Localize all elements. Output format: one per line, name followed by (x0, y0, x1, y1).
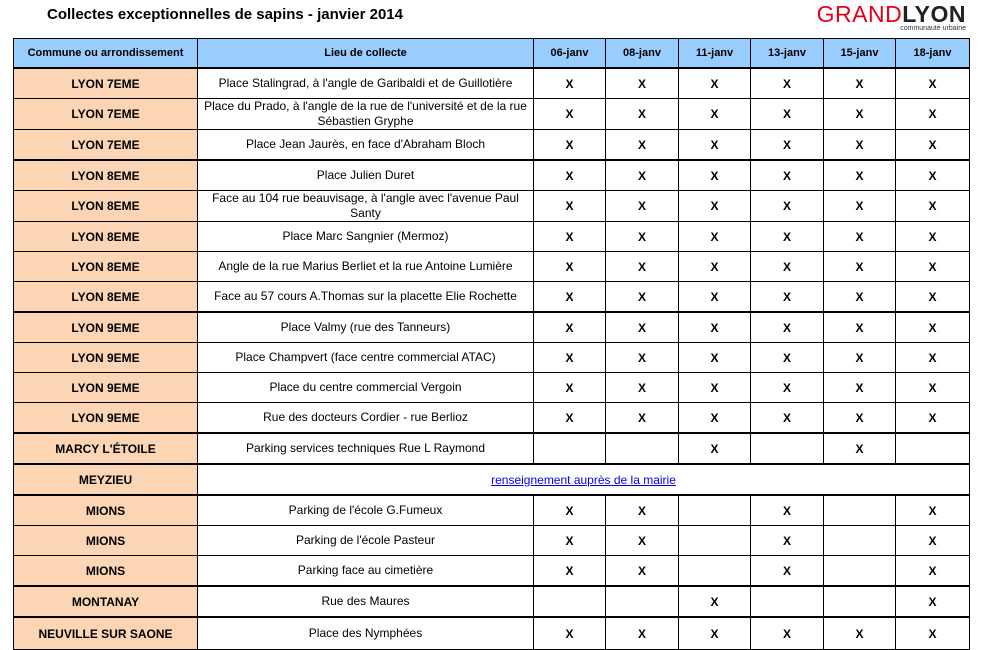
mark-cell: X (606, 191, 679, 222)
lieu-cell: Place Marc Sangnier (Mermoz) (198, 222, 534, 252)
mark-cell: X (606, 222, 679, 252)
mark-cell (679, 526, 751, 556)
mark-cell: X (751, 282, 824, 313)
mark-cell: X (606, 495, 679, 526)
commune-cell: LYON 9EME (14, 312, 198, 343)
collection-table (13, 38, 970, 650)
table-row (14, 160, 970, 191)
mark-cell (824, 586, 896, 617)
mark-cell: X (534, 252, 606, 282)
mark-cell: X (896, 556, 970, 587)
lieu-cell: Place Valmy (rue des Tanneurs) (198, 312, 534, 343)
lieu-cell: Place des Nymphées (198, 617, 534, 650)
mark-cell (534, 433, 606, 464)
mark-cell: X (896, 495, 970, 526)
lieu-cell: Place Julien Duret (198, 160, 534, 191)
mark-cell: X (751, 373, 824, 403)
commune-cell: LYON 8EME (14, 191, 198, 222)
mark-cell: X (824, 68, 896, 99)
table-row (14, 282, 970, 313)
logo-grand-text: GRAND (816, 1, 903, 27)
commune-cell: LYON 9EME (14, 373, 198, 403)
mark-cell: X (679, 343, 751, 373)
lieu-cell: Rue des docteurs Cordier - rue Berlioz (198, 403, 534, 434)
mark-cell: X (534, 222, 606, 252)
mark-cell: X (679, 160, 751, 191)
commune-cell: LYON 7EME (14, 68, 198, 99)
mark-cell (824, 495, 896, 526)
mark-cell: X (534, 99, 606, 130)
lieu-cell: Parking de l'école Pasteur (198, 526, 534, 556)
header-commune: Commune ou arrondissement (14, 39, 198, 69)
mark-cell: X (896, 191, 970, 222)
commune-cell: LYON 8EME (14, 282, 198, 313)
mark-cell: X (751, 495, 824, 526)
commune-cell: LYON 8EME (14, 222, 198, 252)
mark-cell (896, 433, 970, 464)
header-date-15: 15-janv (824, 39, 896, 69)
mark-cell: X (679, 373, 751, 403)
mark-cell: X (896, 343, 970, 373)
mark-cell: X (606, 617, 679, 650)
mark-cell: X (824, 343, 896, 373)
mark-cell (606, 586, 679, 617)
commune-cell: MIONS (14, 495, 198, 526)
mark-cell: X (751, 312, 824, 343)
mark-cell: X (679, 586, 751, 617)
logo-subtitle: communauté urbaine (900, 25, 966, 32)
mark-cell: X (606, 160, 679, 191)
mark-cell: X (679, 130, 751, 161)
mark-cell (824, 526, 896, 556)
mark-cell: X (896, 99, 970, 130)
commune-cell: NEUVILLE SUR SAONE (14, 617, 198, 650)
header-date-13: 13-janv (751, 39, 824, 69)
mark-cell: X (896, 222, 970, 252)
mark-cell: X (606, 343, 679, 373)
mark-cell: X (679, 99, 751, 130)
commune-cell: MARCY L'ÉTOILE (14, 433, 198, 464)
mark-cell: X (896, 68, 970, 99)
mark-cell: X (679, 191, 751, 222)
mark-cell: X (896, 312, 970, 343)
mark-cell: X (751, 130, 824, 161)
table-row (14, 312, 970, 343)
table-row (14, 526, 970, 556)
mark-cell: X (751, 160, 824, 191)
mark-cell: X (534, 68, 606, 99)
mark-cell: X (896, 526, 970, 556)
lieu-cell: Place Champvert (face centre commercial ATAC) (198, 343, 534, 373)
commune-cell: LYON 7EME (14, 99, 198, 130)
lieu-cell: Rue des Maures (198, 586, 534, 617)
mark-cell: X (824, 433, 896, 464)
mark-cell: X (824, 222, 896, 252)
mark-cell: X (751, 252, 824, 282)
mark-cell: X (606, 130, 679, 161)
mark-cell: X (534, 556, 606, 587)
mark-cell: X (751, 556, 824, 587)
mark-cell: X (679, 403, 751, 434)
mark-cell: X (606, 556, 679, 587)
mark-cell: X (679, 282, 751, 313)
mark-cell: X (679, 617, 751, 650)
mark-cell: X (606, 252, 679, 282)
mark-cell: X (751, 526, 824, 556)
commune-cell: MEYZIEU (14, 464, 198, 495)
mark-cell: X (824, 130, 896, 161)
mark-cell (751, 586, 824, 617)
table-row (14, 495, 970, 526)
header-date-08: 08-janv (606, 39, 679, 69)
mark-cell: X (751, 403, 824, 434)
mark-cell: X (896, 403, 970, 434)
mark-cell: X (824, 282, 896, 313)
commune-cell: LYON 7EME (14, 130, 198, 161)
header-row (14, 39, 970, 69)
lieu-cell: Angle de la rue Marius Berliet et la rue Antoine Lumière (198, 252, 534, 282)
document-title: Collectes exceptionnelles de sapins - janvier 2014 (47, 6, 403, 23)
mark-cell: X (751, 222, 824, 252)
mark-cell: X (534, 617, 606, 650)
mark-cell: X (534, 495, 606, 526)
mark-cell: X (606, 403, 679, 434)
mark-cell: X (824, 160, 896, 191)
table-row (14, 222, 970, 252)
grandlyon-logo (817, 2, 966, 32)
mark-cell (534, 586, 606, 617)
header-date-11: 11-janv (679, 39, 751, 69)
mark-cell: X (679, 252, 751, 282)
table-row (14, 130, 970, 161)
lieu-cell: Place du centre commercial Vergoin (198, 373, 534, 403)
commune-cell: LYON 8EME (14, 252, 198, 282)
table-row (14, 343, 970, 373)
commune-cell: LYON 9EME (14, 403, 198, 434)
lieu-cell: Parking face au cimetière (198, 556, 534, 587)
commune-cell: LYON 8EME (14, 160, 198, 191)
mark-cell: X (824, 617, 896, 650)
mark-cell: X (606, 373, 679, 403)
table-row (14, 556, 970, 587)
table-row (14, 68, 970, 99)
mark-cell (751, 433, 824, 464)
mark-cell: X (824, 252, 896, 282)
lieu-cell: Place Stalingrad, à l'angle de Garibaldi et de Guillotière (198, 68, 534, 99)
lieu-cell: Face au 104 rue beauvisage, à l'angle avec l'avenue Paul Santy (198, 191, 534, 222)
mark-cell: X (824, 99, 896, 130)
table-row (14, 617, 970, 650)
mark-cell: X (679, 433, 751, 464)
mark-cell: X (896, 130, 970, 161)
lieu-cell: Place du Prado, à l'angle de la rue de l'université et de la rue Sébastien Gryphe (198, 99, 534, 130)
table-row (14, 99, 970, 130)
mark-cell: X (534, 403, 606, 434)
mark-cell (679, 495, 751, 526)
commune-cell: MIONS (14, 526, 198, 556)
mark-cell: X (824, 312, 896, 343)
mark-cell: X (534, 373, 606, 403)
mark-cell: X (751, 99, 824, 130)
mark-cell: X (824, 373, 896, 403)
table-row (14, 403, 970, 434)
mark-cell: X (751, 617, 824, 650)
mark-cell: X (824, 191, 896, 222)
mark-cell: X (534, 191, 606, 222)
commune-cell: LYON 9EME (14, 343, 198, 373)
mark-cell: X (534, 282, 606, 313)
table-row (14, 252, 970, 282)
mark-cell: X (751, 343, 824, 373)
table-row (14, 191, 970, 222)
mark-cell: X (606, 526, 679, 556)
mark-cell: X (679, 312, 751, 343)
mark-cell (679, 556, 751, 587)
mark-cell (824, 556, 896, 587)
table-row (14, 464, 970, 495)
mark-cell: X (606, 282, 679, 313)
mark-cell: X (534, 130, 606, 161)
mairie-info-link[interactable]: renseignement auprès de la mairie (198, 464, 970, 495)
commune-cell: MIONS (14, 556, 198, 587)
lieu-cell: Parking de l'école G.Fumeux (198, 495, 534, 526)
logo-lyon-text: LYON (902, 1, 966, 27)
mark-cell: X (896, 252, 970, 282)
commune-cell: MONTANAY (14, 586, 198, 617)
mark-cell: X (534, 312, 606, 343)
table-row (14, 373, 970, 403)
mark-cell: X (606, 68, 679, 99)
mark-cell: X (751, 191, 824, 222)
table-row (14, 586, 970, 617)
mark-cell: X (896, 617, 970, 650)
lieu-cell: Parking services techniques Rue L Raymond (198, 433, 534, 464)
mark-cell: X (606, 99, 679, 130)
header-date-06: 06-janv (534, 39, 606, 69)
lieu-cell: Place Jean Jaurès, en face d'Abraham Bloch (198, 130, 534, 161)
header-lieu: Lieu de collecte (198, 39, 534, 69)
mark-cell (606, 433, 679, 464)
mark-cell: X (534, 526, 606, 556)
mark-cell: X (751, 68, 824, 99)
header-date-18: 18-janv (896, 39, 970, 69)
mark-cell: X (824, 403, 896, 434)
mark-cell: X (534, 160, 606, 191)
mark-cell: X (896, 586, 970, 617)
mark-cell: X (534, 343, 606, 373)
mark-cell: X (896, 160, 970, 191)
table-row (14, 433, 970, 464)
mark-cell: X (606, 312, 679, 343)
mark-cell: X (679, 68, 751, 99)
mark-cell: X (896, 282, 970, 313)
mark-cell: X (679, 222, 751, 252)
lieu-cell: Face au 57 cours A.Thomas sur la placette Elie Rochette (198, 282, 534, 313)
mark-cell: X (896, 373, 970, 403)
